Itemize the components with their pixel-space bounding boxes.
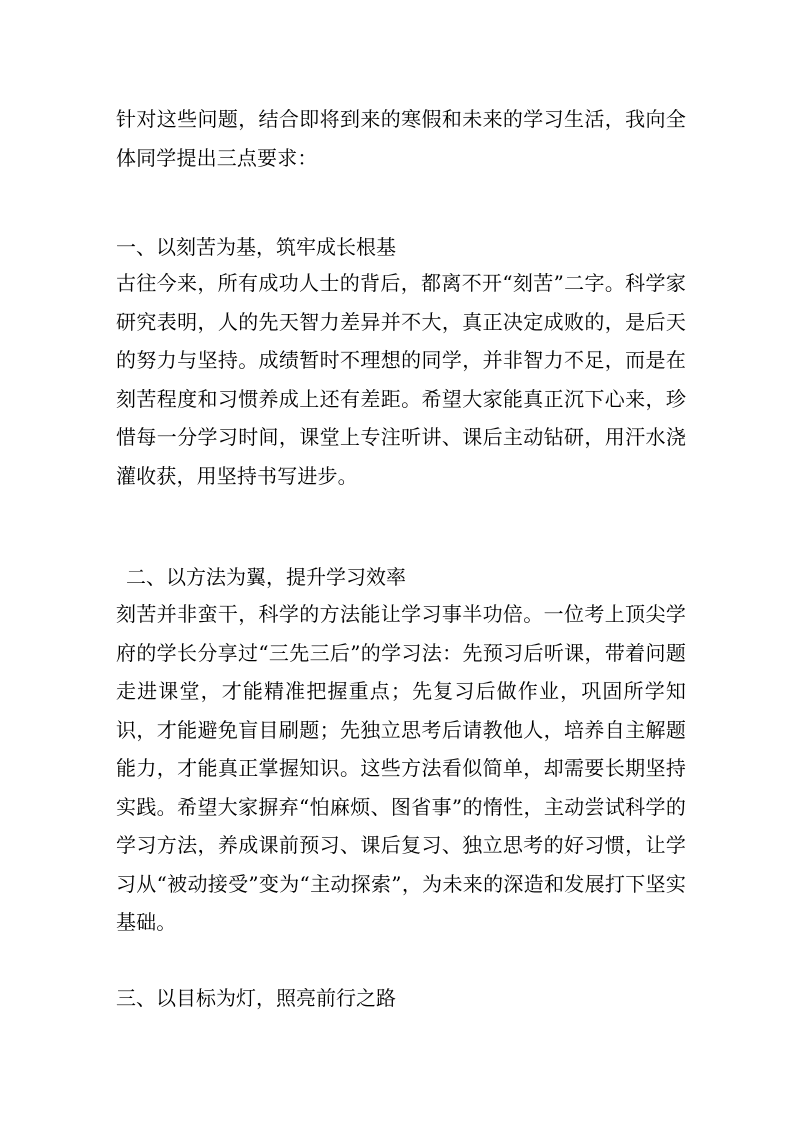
section-1-heading: 一、以刻苦为基，筑牢成长根基 bbox=[116, 235, 396, 259]
section-2-heading: 二、以方法为翼，提升学习效率 bbox=[126, 565, 406, 589]
intro-paragraph: 针对这些问题，结合即将到来的寒假和未来的学习生活，我向全体同学提出三点要求： bbox=[116, 107, 686, 170]
section-1-body: 古往今来，所有成功人士的背后，都离不开“刻苦”二字。科学家研究表明，人的先天智力差异并不大，真正决定成败的，是后天的努力与坚持。成绩暂时不理想的同学，并非智力不足，而是在刻苦程度和习惯养成上还有差距。希望大家能真正沉下心来，珍惜每一分学习时间，课堂上专注听讲、课后主动钻研，用汗水浇灌收获，用坚持书写进步。 bbox=[116, 271, 686, 488]
section-2-body: 刻苦并非蛮干，科学的方法能让学习事半功倍。一位考上顶尖学府的学长分享过“三先三后”的学习法：先预习后听课，带着问题走进课堂，才能精准把握重点；先复习后做作业，巩固所学知识，才能避免盲目刷题；先独立思考后请教他人，培养自主解题能力，才能真正掌握知识。这些方法看似简单，却需要长期坚持实践。希望大家摒弃“怕麻烦、图省事”的惰性，主动尝试科学的学习方法，养成课前预习、课后复习、独立思考的好习惯，让学习从“被动接受”变为“主动探索”，为未来的深造和发展打下坚实基础。 bbox=[116, 602, 686, 934]
section-3-heading: 三、以目标为灯，照亮前行之路 bbox=[116, 986, 396, 1010]
